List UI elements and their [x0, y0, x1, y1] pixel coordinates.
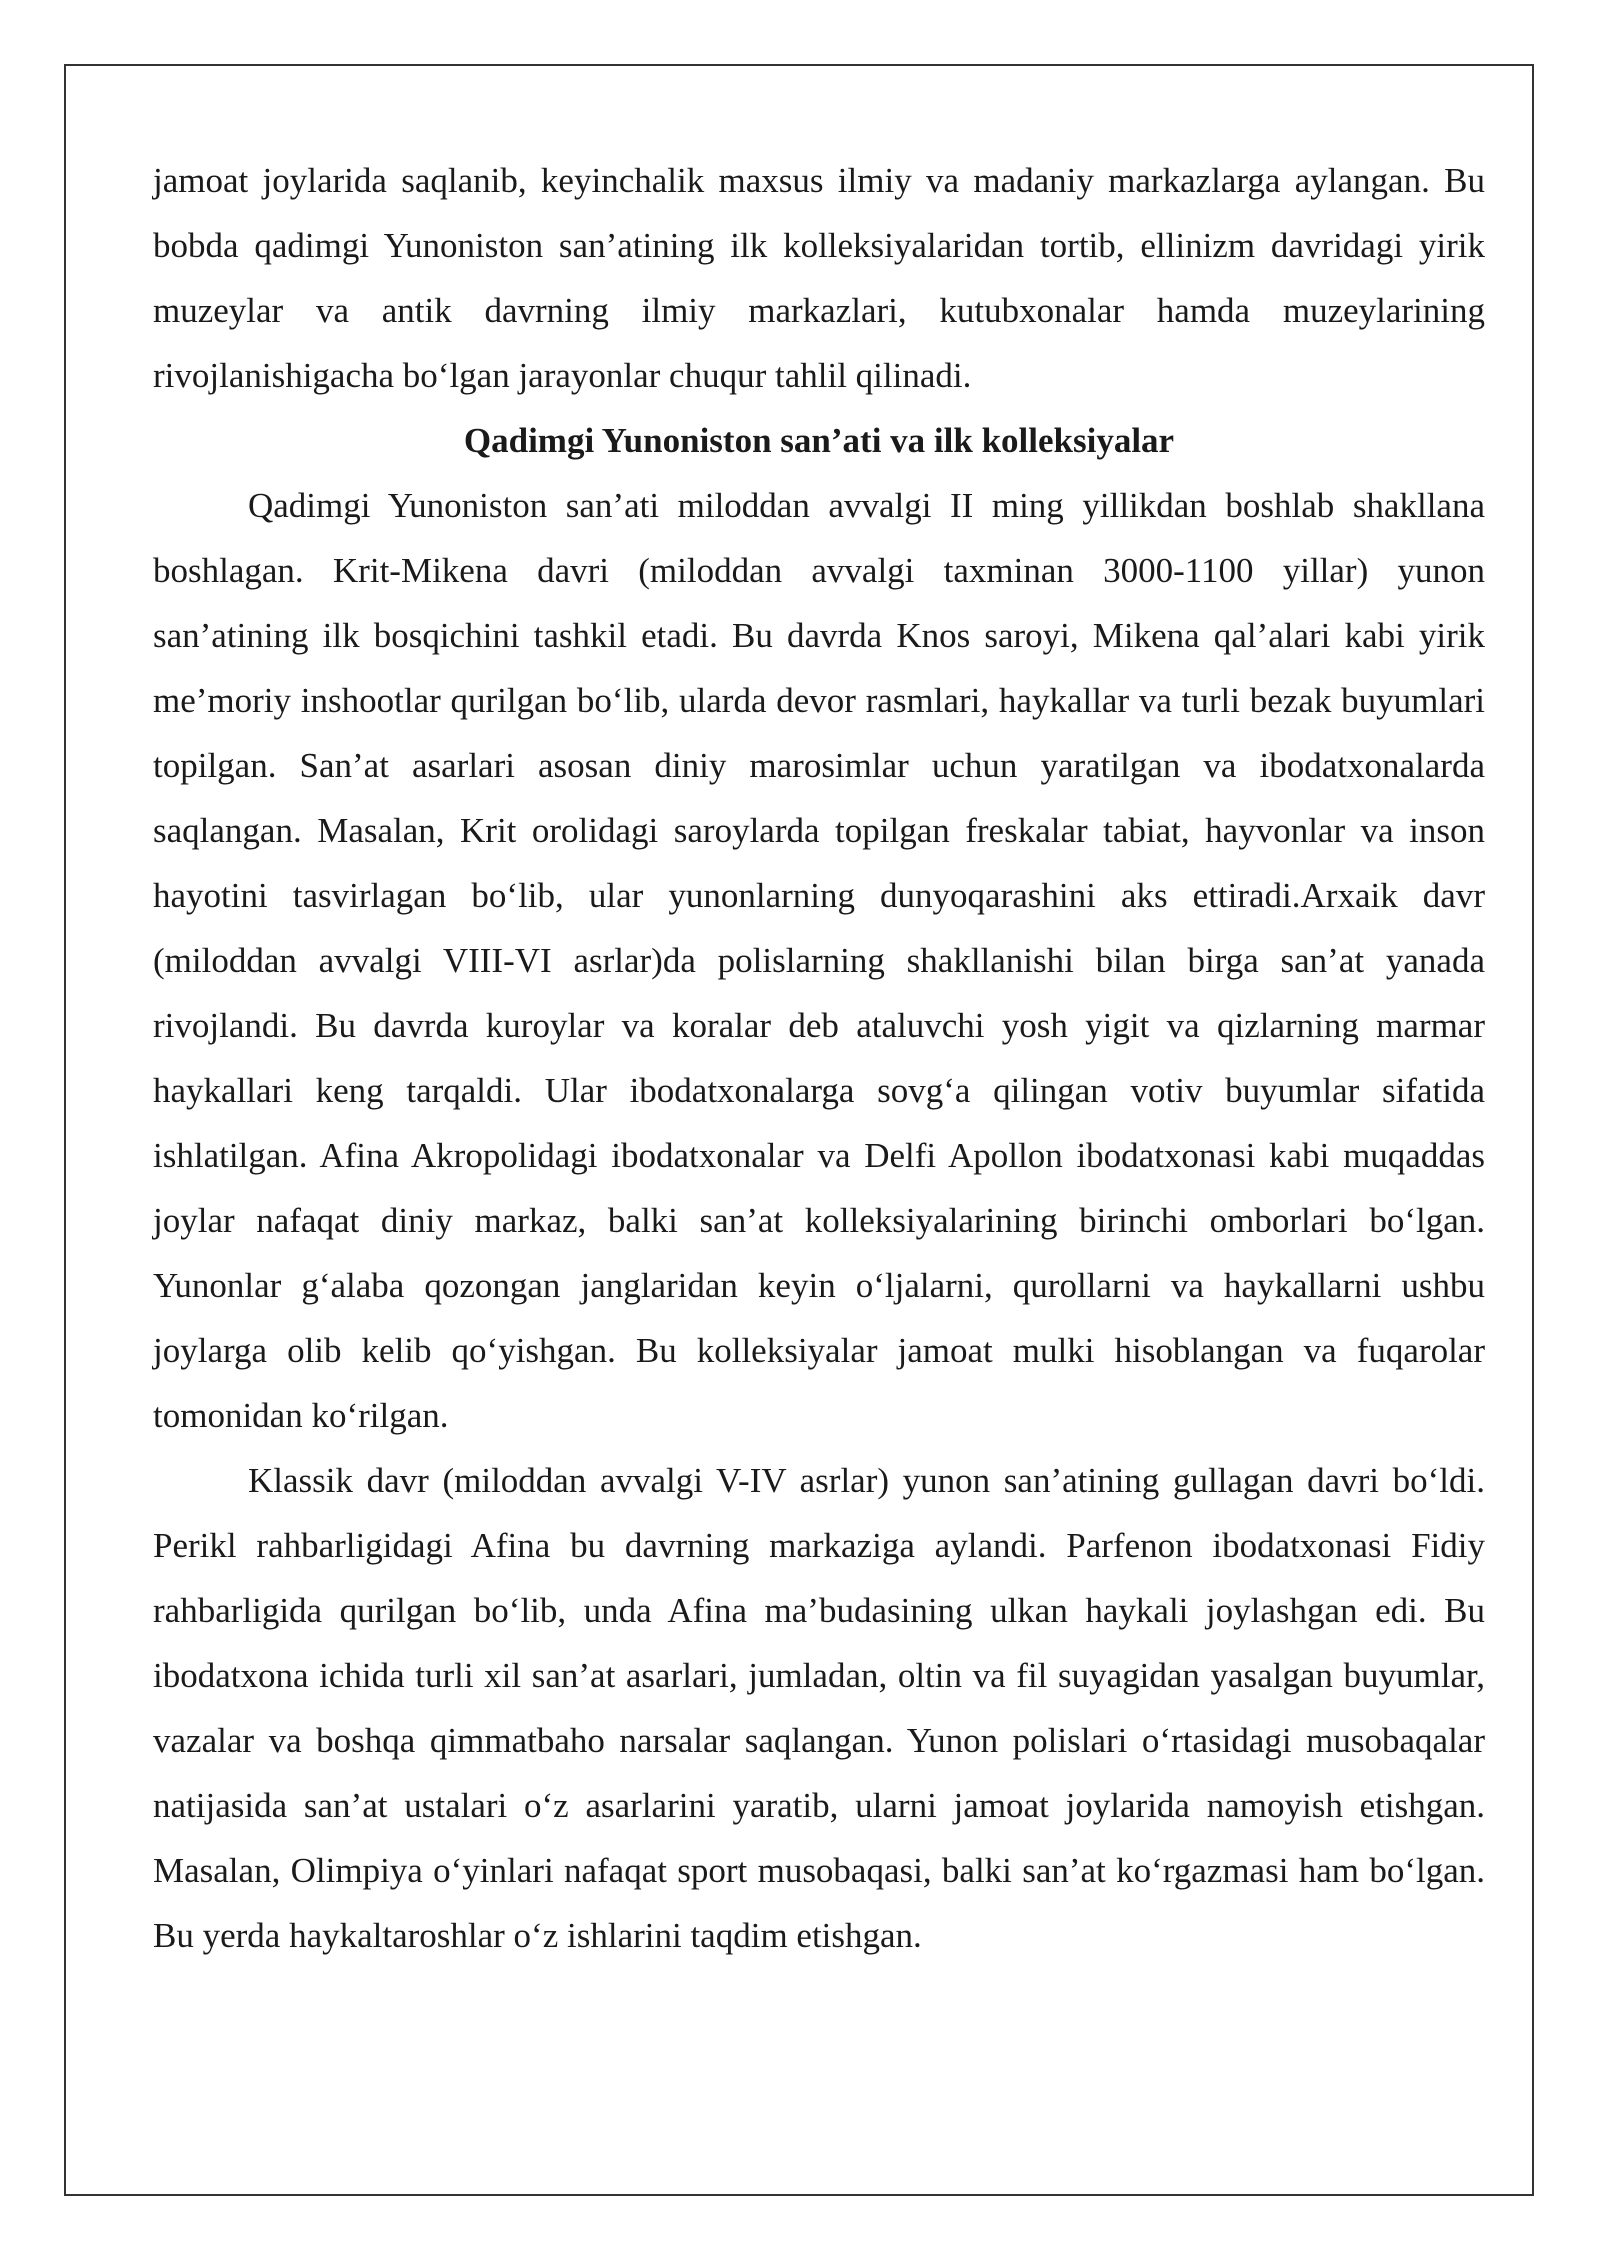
body-paragraph-1: Qadimgi Yunoniston san’ati miloddan avvalgi II ming yillikdan boshlab shakllana boshlagan. Krit-Mikena davri (miloddan avvalgi taxminan 3000-1100 yillar) yunon san’atining ilk bosqichini tashkil etadi. Bu davrda Knos saroyi, Mikena qal’alari kabi yirik me’moriy inshootlar qurilgan bo‘lib, ularda devor rasmlari, haykallar va turli bezak buyumlari topilgan. San’at asarlari asosan diniy marosimlar uchun yaratilgan va ibodatxonalarda saqlangan. Masalan, Krit orolidagi saroylarda topilgan freskalar tabiat, hayvonlar va inson hayotini tasvirlagan bo‘lib, ular yunonlarning dunyoqarashini aks ettiradi.Arxaik davr (miloddan avvalgi VIII-VI asrlar)da polislarning shakllanishi bilan birga san’at yanada rivojlandi. Bu davrda kuroylar va koralar deb ataluvchi yosh yigit va qizlarning marmar haykallari keng tarqaldi. Ular ibodatxonalarga sovg‘a qilingan votiv buyumlar sifatida ishlatilgan. Afina Akropolidagi ibodatxonalar va Delfi Apollon ibodatxonasi kabi muqaddas joylar nafaqat diniy markaz, balki san’at kolleksiyalarining birinchi omborlari bo‘lgan. Yunonlar g‘alaba qozongan janglaridan keyin o‘ljalarni, qurollarni va haykallarni ushbu joylarga olib kelib qo‘yishgan. Bu kolleksiyalar jamoat mulki hisoblangan va fuqarolar tomonidan ko‘rilgan. [153, 486, 1485, 1435]
body-paragraph-2: Klassik davr (miloddan avvalgi V-IV asrlar) yunon san’atining gullagan davri bo‘ldi. Perikl rahbarligidagi Afina bu davrning markaziga aylandi. Parfenon ibodatxonasi Fidiy rahbarligida qurilgan bo‘lib, unda Afina ma’budasining ulkan haykali joylashgan edi. Bu ibodatxona ichida turli xil san’at asarlari, jumladan, oltin va fil suyagidan yasalgan buyumlar, vazalar va boshqa qimmatbaho narsalar saqlangan. Yunon polislari o‘rtasidagi musobaqalar natijasida san’at ustalari o‘z asarlarini yaratib, ularni jamoat joylarida namoyish etishgan. Masalan, Olimpiya o‘yinlari nafaqat sport musobaqasi, balki san’at ko‘rgazmasi ham bo‘lgan. Bu yerda haykaltaroshlar o‘z ishlarini taqdim etishgan. [153, 1461, 1485, 1955]
intro-paragraph: jamoat joylarida saqlanib, keyinchalik maxsus ilmiy va madaniy markazlarga aylangan. Bu bobda qadimgi Yunoniston san’atining ilk kolleksiyalaridan tortib, ellinizm davridagi yirik muzeylar va antik davrning ilmiy markazlari, kutubxonalar hamda muzeylarining rivojlanishigacha bo‘lgan jarayonlar chuqur tahlil qilinadi. [153, 161, 1485, 395]
document-body [153, 148, 1485, 1968]
section-heading: Qadimgi Yunoniston san’ati va ilk kolleksiyalar [463, 421, 1175, 460]
